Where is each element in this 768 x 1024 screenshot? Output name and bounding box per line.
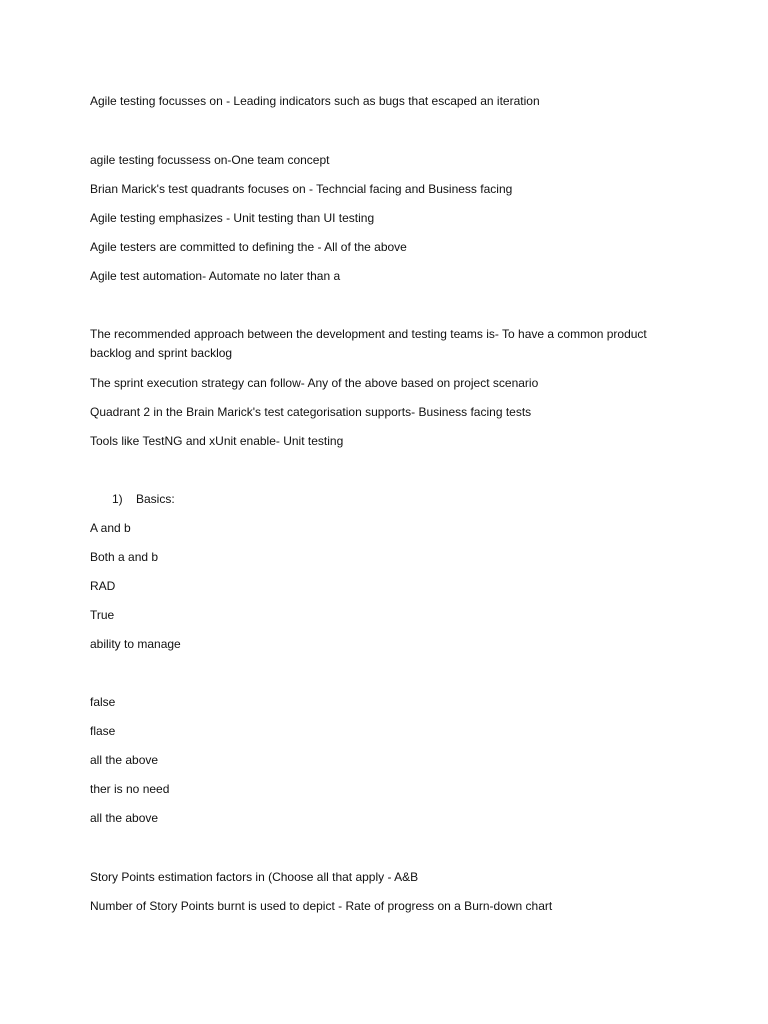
- text-line: Agile testers are committed to defining the - All of the above: [90, 240, 407, 254]
- answer-line: all the above: [90, 811, 159, 825]
- answer-line: all the above: [90, 753, 159, 767]
- answer-line: false: [90, 695, 116, 709]
- list-label: Basics:: [136, 492, 175, 506]
- list-number: 1): [112, 492, 123, 506]
- text-line: Tools like TestNG and xUnit enable- Unit testing: [90, 434, 344, 448]
- answer-line: ability to manage: [90, 637, 181, 651]
- text-line: Number of Story Points burnt is used to depict - Rate of progress on a Burn-down chart: [90, 899, 553, 913]
- text-line: Story Points estimation factors in (Choose all that apply - A&B: [90, 870, 419, 884]
- text-line: agile testing focussess on-One team concept: [90, 153, 330, 167]
- answer-line: A and b: [90, 521, 131, 535]
- text-line: Agile test automation- Automate no later than a: [90, 269, 341, 283]
- text-line: Agile testing emphasizes - Unit testing than UI testing: [90, 211, 375, 225]
- answer-line: True: [90, 608, 115, 622]
- text-line: Agile testing focusses on - Leading indicators such as bugs that escaped an iteration: [90, 94, 540, 108]
- numbered-list-item: [112, 490, 175, 509]
- answer-line: Both a and b: [90, 550, 159, 564]
- text-paragraph: The recommended approach between the development and testing teams is- To have a common product backlog and sprint backlog: [90, 327, 647, 360]
- answer-line: flase: [90, 724, 116, 738]
- text-line: Quadrant 2 in the Brain Marick's test categorisation supports- Business facing tests: [90, 405, 532, 419]
- text-line: Brian Marick's test quadrants focuses on - Techncial facing and Business facing: [90, 182, 513, 196]
- answer-line: RAD: [90, 579, 116, 593]
- text-line: The sprint execution strategy can follow- Any of the above based on project scenario: [90, 376, 539, 390]
- answer-line: ther is no need: [90, 782, 170, 796]
